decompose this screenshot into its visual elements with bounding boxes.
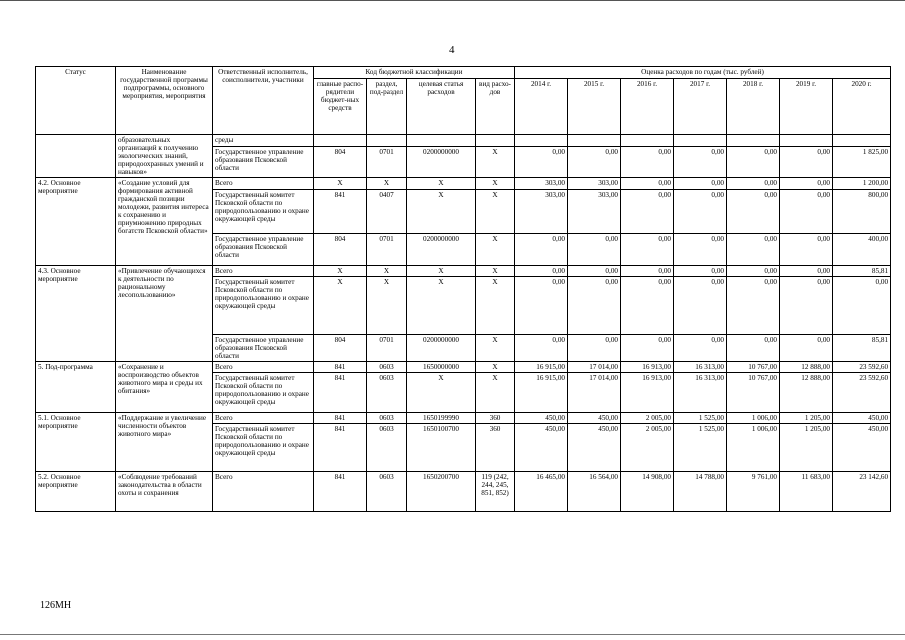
section-cell [367, 135, 407, 147]
type-cell: Х [476, 147, 515, 178]
value-cell: 0,00 [674, 190, 727, 234]
grbs-cell: 804 [314, 234, 367, 266]
value-cell: 0,00 [727, 147, 780, 178]
type-cell: Х [476, 362, 515, 373]
type-cell: 360 [476, 413, 515, 424]
value-cell: 17 014,00 [568, 362, 621, 373]
name-cell: «Соблюдение требований законодательства в области охоты и сохранения [116, 472, 213, 512]
header-target: целевая статья расходов [407, 79, 476, 135]
value-cell: 0,00 [780, 266, 833, 277]
responsible-cell: Государственный комитет Псковской области по природопользованию и охране окружающей среды [213, 373, 314, 413]
header-year: 2019 г. [780, 79, 833, 135]
grbs-cell: Х [314, 178, 367, 190]
section-cell: Х [367, 178, 407, 190]
responsible-cell: среды [213, 135, 314, 147]
value-cell: 16 913,00 [621, 373, 674, 413]
value-cell: 1 525,00 [674, 413, 727, 424]
responsible-cell: Всего [213, 413, 314, 424]
grbs-cell: 841 [314, 362, 367, 373]
value-cell: 1 205,00 [780, 413, 833, 424]
value-cell: 400,00 [833, 234, 891, 266]
value-cell: 0,00 [727, 335, 780, 362]
value-cell: 17 014,00 [568, 373, 621, 413]
target-cell: Х [407, 266, 476, 277]
value-cell [568, 135, 621, 147]
section-cell: 0603 [367, 413, 407, 424]
header-status: Статус [36, 67, 116, 135]
value-cell: 303,00 [515, 190, 568, 234]
value-cell: 10 767,00 [727, 373, 780, 413]
value-cell: 14 788,00 [674, 472, 727, 512]
target-cell: 1650100700 [407, 424, 476, 472]
value-cell: 303,00 [568, 190, 621, 234]
section-cell: 0603 [367, 362, 407, 373]
responsible-cell: Государственное управление образования Псковской области [213, 335, 314, 362]
section-cell: Х [367, 266, 407, 277]
value-cell [727, 135, 780, 147]
type-cell: 360 [476, 424, 515, 472]
header-section: раздел, под-раздел [367, 79, 407, 135]
value-cell: 0,00 [568, 277, 621, 335]
header-year: 2016 г. [621, 79, 674, 135]
value-cell: 0,00 [780, 178, 833, 190]
section-cell: 0603 [367, 424, 407, 472]
value-cell: 0,00 [621, 266, 674, 277]
table-row [36, 266, 891, 277]
responsible-cell: Государственное управление образования Псковской области [213, 234, 314, 266]
grbs-cell: 841 [314, 190, 367, 234]
name-cell: «Создание условий для формирования активной гражданской позиции молодежи, развития интереса к сохранению и приумножению природных богатств Псковской области» [116, 178, 213, 266]
value-cell: 450,00 [515, 413, 568, 424]
value-cell: 16 465,00 [515, 472, 568, 512]
value-cell: 0,00 [621, 234, 674, 266]
status-cell: 4.3. Основное мероприятие [36, 266, 116, 362]
value-cell: 0,00 [568, 335, 621, 362]
responsible-cell: Государственный комитет Псковской области по природопользованию и охране окружающей среды [213, 424, 314, 472]
value-cell: 1 006,00 [727, 424, 780, 472]
type-cell: Х [476, 266, 515, 277]
value-cell: 0,00 [780, 147, 833, 178]
target-cell [407, 135, 476, 147]
header-year: 2017 г. [674, 79, 727, 135]
page-number: 4 [449, 44, 455, 56]
value-cell: 0,00 [780, 335, 833, 362]
grbs-cell: 804 [314, 335, 367, 362]
responsible-cell: Государственное управление образования Псковской области [213, 147, 314, 178]
target-cell: Х [407, 178, 476, 190]
section-cell: 0701 [367, 234, 407, 266]
expenditure-table [35, 66, 891, 512]
value-cell: 85,81 [833, 266, 891, 277]
responsible-cell: Всего [213, 362, 314, 373]
table-row [36, 472, 891, 512]
value-cell: 0,00 [674, 266, 727, 277]
status-cell: 4.2. Основное мероприятие [36, 178, 116, 266]
type-cell: Х [476, 234, 515, 266]
table-row [36, 135, 891, 147]
section-cell: Х [367, 277, 407, 335]
header-responsible: Ответственный исполнитель, соисполнители, участники [213, 67, 314, 135]
value-cell: 0,00 [515, 234, 568, 266]
type-cell: Х [476, 373, 515, 413]
section-cell: 0603 [367, 472, 407, 512]
value-cell: 0,00 [727, 190, 780, 234]
value-cell: 0,00 [621, 277, 674, 335]
value-cell: 450,00 [568, 424, 621, 472]
value-cell: 0,00 [568, 266, 621, 277]
value-cell: 450,00 [833, 424, 891, 472]
grbs-cell: Х [314, 277, 367, 335]
value-cell: 2 005,00 [621, 424, 674, 472]
target-cell: 1650000000 [407, 362, 476, 373]
grbs-cell: 841 [314, 413, 367, 424]
value-cell: 23 592,60 [833, 373, 891, 413]
type-cell: Х [476, 190, 515, 234]
value-cell: 23 142,60 [833, 472, 891, 512]
value-cell: 0,00 [621, 147, 674, 178]
status-cell: 5.2. Основное мероприятие [36, 472, 116, 512]
header-year: 2015 г. [568, 79, 621, 135]
target-cell: 0200000000 [407, 234, 476, 266]
section-cell: 0701 [367, 147, 407, 178]
name-cell: «Привлечение обучающихся к деятельности по рациональному лесопользованию» [116, 266, 213, 362]
value-cell: 85,81 [833, 335, 891, 362]
grbs-cell: Х [314, 266, 367, 277]
value-cell: 0,00 [674, 277, 727, 335]
target-cell: 1650199990 [407, 413, 476, 424]
grbs-cell: 841 [314, 424, 367, 472]
value-cell: 0,00 [568, 147, 621, 178]
header-estimate: Оценка расходов по годам (тыс. рублей) [515, 67, 891, 79]
name-cell: образовательных организаций к получению экологических знаний, природоохранных умений и навыков» [116, 135, 213, 178]
responsible-cell: Государственный комитет Псковской области по природопользованию и охране окружающей среды [213, 277, 314, 335]
value-cell: 0,00 [727, 277, 780, 335]
value-cell: 16 915,00 [515, 373, 568, 413]
value-cell [621, 135, 674, 147]
value-cell: 303,00 [515, 178, 568, 190]
responsible-cell: Всего [213, 178, 314, 190]
target-cell: 1650200700 [407, 472, 476, 512]
value-cell: 450,00 [515, 424, 568, 472]
target-cell: Х [407, 277, 476, 335]
target-cell: Х [407, 190, 476, 234]
value-cell: 23 592,60 [833, 362, 891, 373]
responsible-cell: Всего [213, 266, 314, 277]
value-cell: 0,00 [727, 178, 780, 190]
name-cell: «Поддержание и увеличение численности объектов животного мира» [116, 413, 213, 472]
value-cell: 0,00 [727, 234, 780, 266]
value-cell: 0,00 [674, 234, 727, 266]
value-cell [833, 135, 891, 147]
header-grbs: главные распо-рядители бюджет-ных средств [314, 79, 367, 135]
target-cell: 0200000000 [407, 335, 476, 362]
value-cell: 1 205,00 [780, 424, 833, 472]
value-cell: 12 888,00 [780, 362, 833, 373]
scan-bottom-edge [0, 634, 905, 635]
value-cell: 0,00 [621, 190, 674, 234]
value-cell: 16 913,00 [621, 362, 674, 373]
value-cell: 1 825,00 [833, 147, 891, 178]
value-cell: 303,00 [568, 178, 621, 190]
value-cell: 0,00 [515, 266, 568, 277]
value-cell: 0,00 [568, 234, 621, 266]
value-cell: 450,00 [568, 413, 621, 424]
value-cell: 0,00 [780, 190, 833, 234]
section-cell: 0701 [367, 335, 407, 362]
value-cell [674, 135, 727, 147]
grbs-cell: 841 [314, 373, 367, 413]
value-cell: 0,00 [621, 178, 674, 190]
value-cell: 16 313,00 [674, 362, 727, 373]
value-cell: 0,00 [674, 335, 727, 362]
target-cell: 0200000000 [407, 147, 476, 178]
value-cell: 0,00 [674, 147, 727, 178]
value-cell: 0,00 [515, 335, 568, 362]
grbs-cell [314, 135, 367, 147]
value-cell: 0,00 [674, 178, 727, 190]
section-cell: 0407 [367, 190, 407, 234]
value-cell: 0,00 [727, 266, 780, 277]
value-cell: 0,00 [515, 277, 568, 335]
value-cell: 0,00 [780, 277, 833, 335]
value-cell [515, 135, 568, 147]
table-row [36, 178, 891, 190]
value-cell: 10 767,00 [727, 362, 780, 373]
value-cell: 800,00 [833, 190, 891, 234]
value-cell: 16 564,00 [568, 472, 621, 512]
responsible-cell: Всего [213, 472, 314, 512]
value-cell: 16 915,00 [515, 362, 568, 373]
value-cell: 0,00 [515, 147, 568, 178]
value-cell: 1 525,00 [674, 424, 727, 472]
value-cell [780, 135, 833, 147]
value-cell: 450,00 [833, 413, 891, 424]
type-cell: Х [476, 335, 515, 362]
value-cell: 0,00 [621, 335, 674, 362]
value-cell: 1 006,00 [727, 413, 780, 424]
value-cell: 2 005,00 [621, 413, 674, 424]
name-cell: «Сохранение и воспроизводство объектов животного мира и среды их обитания» [116, 362, 213, 413]
type-cell: Х [476, 277, 515, 335]
type-cell: Х [476, 178, 515, 190]
responsible-cell: Государственный комитет Псковской области по природопользованию и охране окружающей среды [213, 190, 314, 234]
value-cell: 9 761,00 [727, 472, 780, 512]
footer-code: 126МН [40, 600, 72, 611]
value-cell: 12 888,00 [780, 373, 833, 413]
status-cell: 5. Под-программа [36, 362, 116, 413]
grbs-cell: 804 [314, 147, 367, 178]
table-row [36, 413, 891, 424]
value-cell: 11 683,00 [780, 472, 833, 512]
header-year: 2014 г. [515, 79, 568, 135]
value-cell: 16 313,00 [674, 373, 727, 413]
value-cell: 0,00 [833, 277, 891, 335]
scan-top-edge [0, 0, 905, 4]
type-cell [476, 135, 515, 147]
type-cell: 119 (242, 244, 245, 851, 852) [476, 472, 515, 512]
header-budget-code: Код бюджетной классификации [314, 67, 515, 79]
table-row [36, 362, 891, 373]
status-cell: 5.1. Основное мероприятие [36, 413, 116, 472]
header-name: Наименование государственной программы подпрограммы, основного мероприятия, мероприятия [116, 67, 213, 135]
section-cell: 0603 [367, 373, 407, 413]
header-year: 2018 г. [727, 79, 780, 135]
value-cell: 0,00 [780, 234, 833, 266]
value-cell: 1 200,00 [833, 178, 891, 190]
grbs-cell: 841 [314, 472, 367, 512]
value-cell: 14 908,00 [621, 472, 674, 512]
status-cell [36, 135, 116, 178]
header-year: 2020 г. [833, 79, 891, 135]
target-cell: Х [407, 373, 476, 413]
header-type: вид расхо-дов [476, 79, 515, 135]
